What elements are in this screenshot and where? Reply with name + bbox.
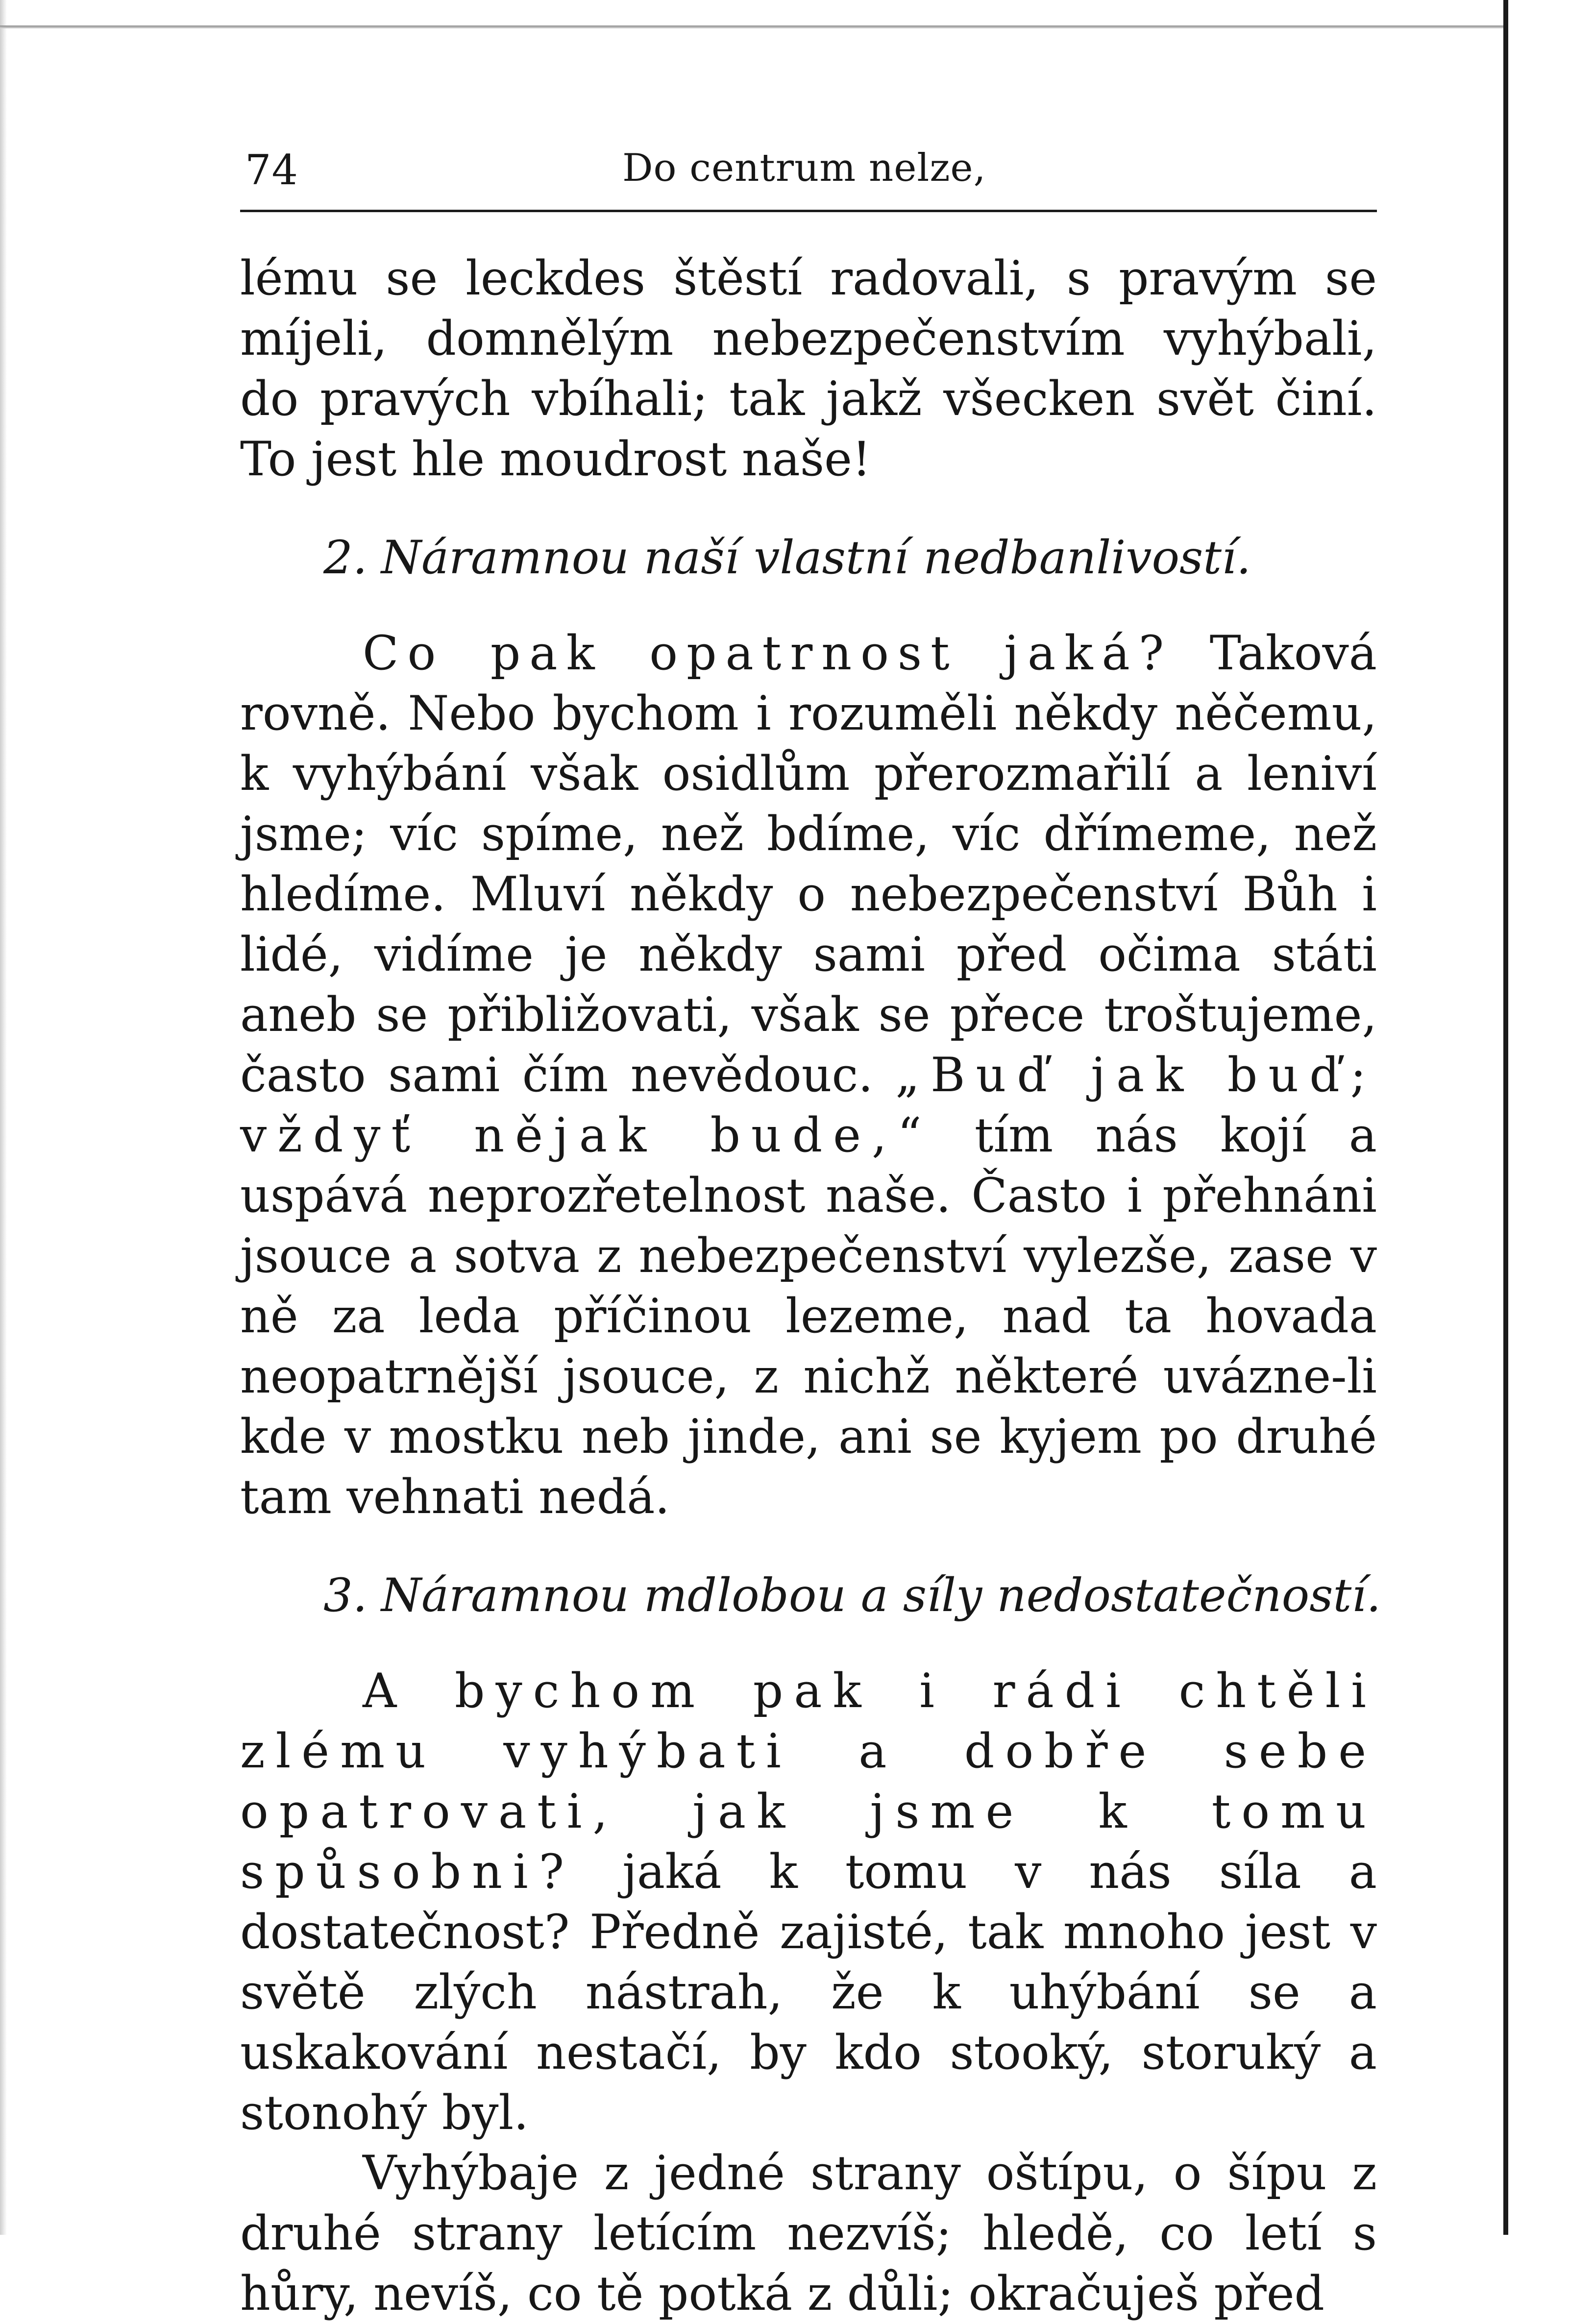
section-heading-2 [240, 528, 1377, 588]
page-edge-right [1503, 0, 1569, 2235]
paragraph-3-spaced-opening: A bychom pak i rádi chtěli zlému vyhýbati a dobře sebe opatrovati, jak jsme k tomu spůsobni? [240, 1663, 1377, 1899]
section-title-2: Náramnou naší vlastní nedbanlivostí. [381, 531, 1251, 585]
paragraph-2-quote: „Buď jak buď; vždyť nějak bude,“ [240, 1048, 1377, 1163]
section-title-3: Náramnou mdlobou a síly nedostatečností. [381, 1569, 1381, 1622]
paragraph-2-body: Taková rovně. Nebo bychom i rozuměli někdy něčemu, k vyhýbání však osidlům přerozmařilí a leniví jsme; víc spíme, než bdíme, víc dřímeme, než hledíme. Mluví někdy o nebezpečenství Bůh i lidé, vidíme je někdy sami před očima státi aneb se přibližovati, však se přece troštujeme, často sami čím nevědouc. [240, 626, 1377, 1102]
paragraph-3-body: jaká k tomu v nás síla a dostatečnost? Předně zajisté, tak mnoho jest v světě zlých nástrah, že k uhýbání se a uskakování nestačí, by kdo stooký, storuký a stonohý byl. [240, 1844, 1377, 2140]
section-number-2: 2. [323, 531, 368, 585]
running-head [240, 137, 1377, 206]
paragraph-3 [240, 1661, 1377, 2143]
page-number: 74 [245, 146, 298, 194]
paragraph-4: Vyhýbaje z jedné strany oštípu, o šípu z druhé strany letícím nezvíš; hledě, co letí s hůry, nevíš, co tě potká z důli; okračuješ před [240, 2146, 1377, 2321]
paragraph-2-end: tím nás kojí a uspává neprozřetelnost naše. Často i přehnáni jsouce a sotva z nebezpečenství vylezše, zase v ně za leda příčinou lezeme, nad ta hovada neopatrnější jsouce, z nichž některé uvázne-li kde v mostku neb jinde, ani se kyjem po druhé tam vehnati nedá. [240, 1108, 1377, 1524]
paragraph-2 [240, 623, 1377, 1527]
paragraph-2-spaced-opening: Co pak opatrnost jaká? [363, 626, 1173, 681]
running-title: Do centrum nelze, [622, 146, 986, 190]
page-edge-left [0, 0, 7, 2235]
section-heading-3 [240, 1566, 1381, 1626]
page-edge-top [0, 25, 1504, 28]
header-rule [240, 210, 1377, 212]
section-number-3: 3. [323, 1569, 368, 1622]
paragraph-1: lému se leckdes štěstí radovali, s pravým se míjeli, domnělým nebezpečenstvím vyhýbali, do pravých vbíhali; tak jakž všecken svět činí. To jest hle moudrost naše! [240, 251, 1377, 487]
book-page [240, 137, 1381, 2324]
